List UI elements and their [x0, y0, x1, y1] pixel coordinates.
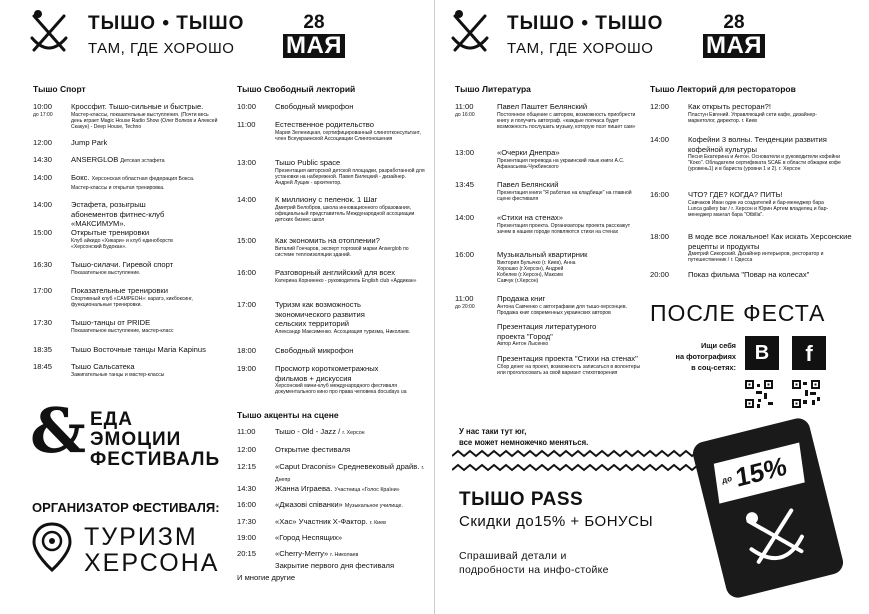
organizer-name: ТУРИЗМ ХЕРСОНА [84, 523, 220, 577]
anchor-logo-icon [28, 8, 70, 56]
discount-label: до 15% [714, 443, 805, 504]
ampersand-logo-icon: & [30, 394, 86, 467]
more-events: И многие другие [237, 573, 296, 582]
anchor-card-icon [736, 496, 814, 574]
date-month: МАЯ [283, 34, 345, 58]
date-block [276, 12, 352, 58]
col-title-sport: Тышо Спорт [33, 84, 86, 94]
date-block [696, 12, 772, 58]
col-title-restaurateurs: Тышо Лекторий для рестораторов [650, 84, 796, 94]
brand-subtitle: ТАМ, ГДЕ ХОРОШО [507, 40, 654, 57]
qr-code-icon[interactable] [792, 380, 820, 408]
date-day: 28 [723, 12, 745, 33]
location-pin-icon [32, 522, 72, 572]
col-title-lectures: Тышо Свободный лекторий [237, 84, 356, 94]
facebook-icon[interactable]: f [792, 336, 826, 370]
festival-logo-text: ЕДА ЭМОЦИИ ФЕСТИВАЛЬ [90, 409, 221, 470]
after-fest-title: ПОСЛЕ ФЕСТА [650, 300, 826, 326]
col-title-literature: Тышо Литература [455, 84, 531, 94]
date-month: МАЯ [703, 34, 765, 58]
qr-code-icon[interactable] [745, 380, 773, 408]
vk-icon[interactable]: В [745, 336, 779, 370]
date-day: 28 [303, 12, 325, 33]
pass-card [690, 416, 845, 600]
organizer-label: ОРГАНИЗАТОР ФЕСТИВАЛЯ: [32, 500, 220, 515]
pass-info: Спрашивай детали и подробности на инфо-стойке [459, 550, 609, 576]
wave-divider [452, 448, 727, 478]
pass-title: ТЫШО PASS [459, 489, 584, 510]
after-fest-text: Ищи себя на фотографиях в соц-сетях: [675, 341, 736, 372]
slogan: У нас таки тут юг, все может немножечко меняться. [459, 427, 589, 447]
brand-title: ТЫШО • ТЫШО [507, 13, 664, 34]
pass-subtitle: Скидки до15% + БОНУСЫ [459, 513, 654, 530]
anchor-logo-icon [449, 8, 491, 56]
brand-title: ТЫШО • ТЫШО [88, 13, 245, 34]
col-title-stage: Тышо акценты на сцене [237, 410, 339, 420]
brand-subtitle: ТАМ, ГДЕ ХОРОШО [88, 40, 235, 57]
